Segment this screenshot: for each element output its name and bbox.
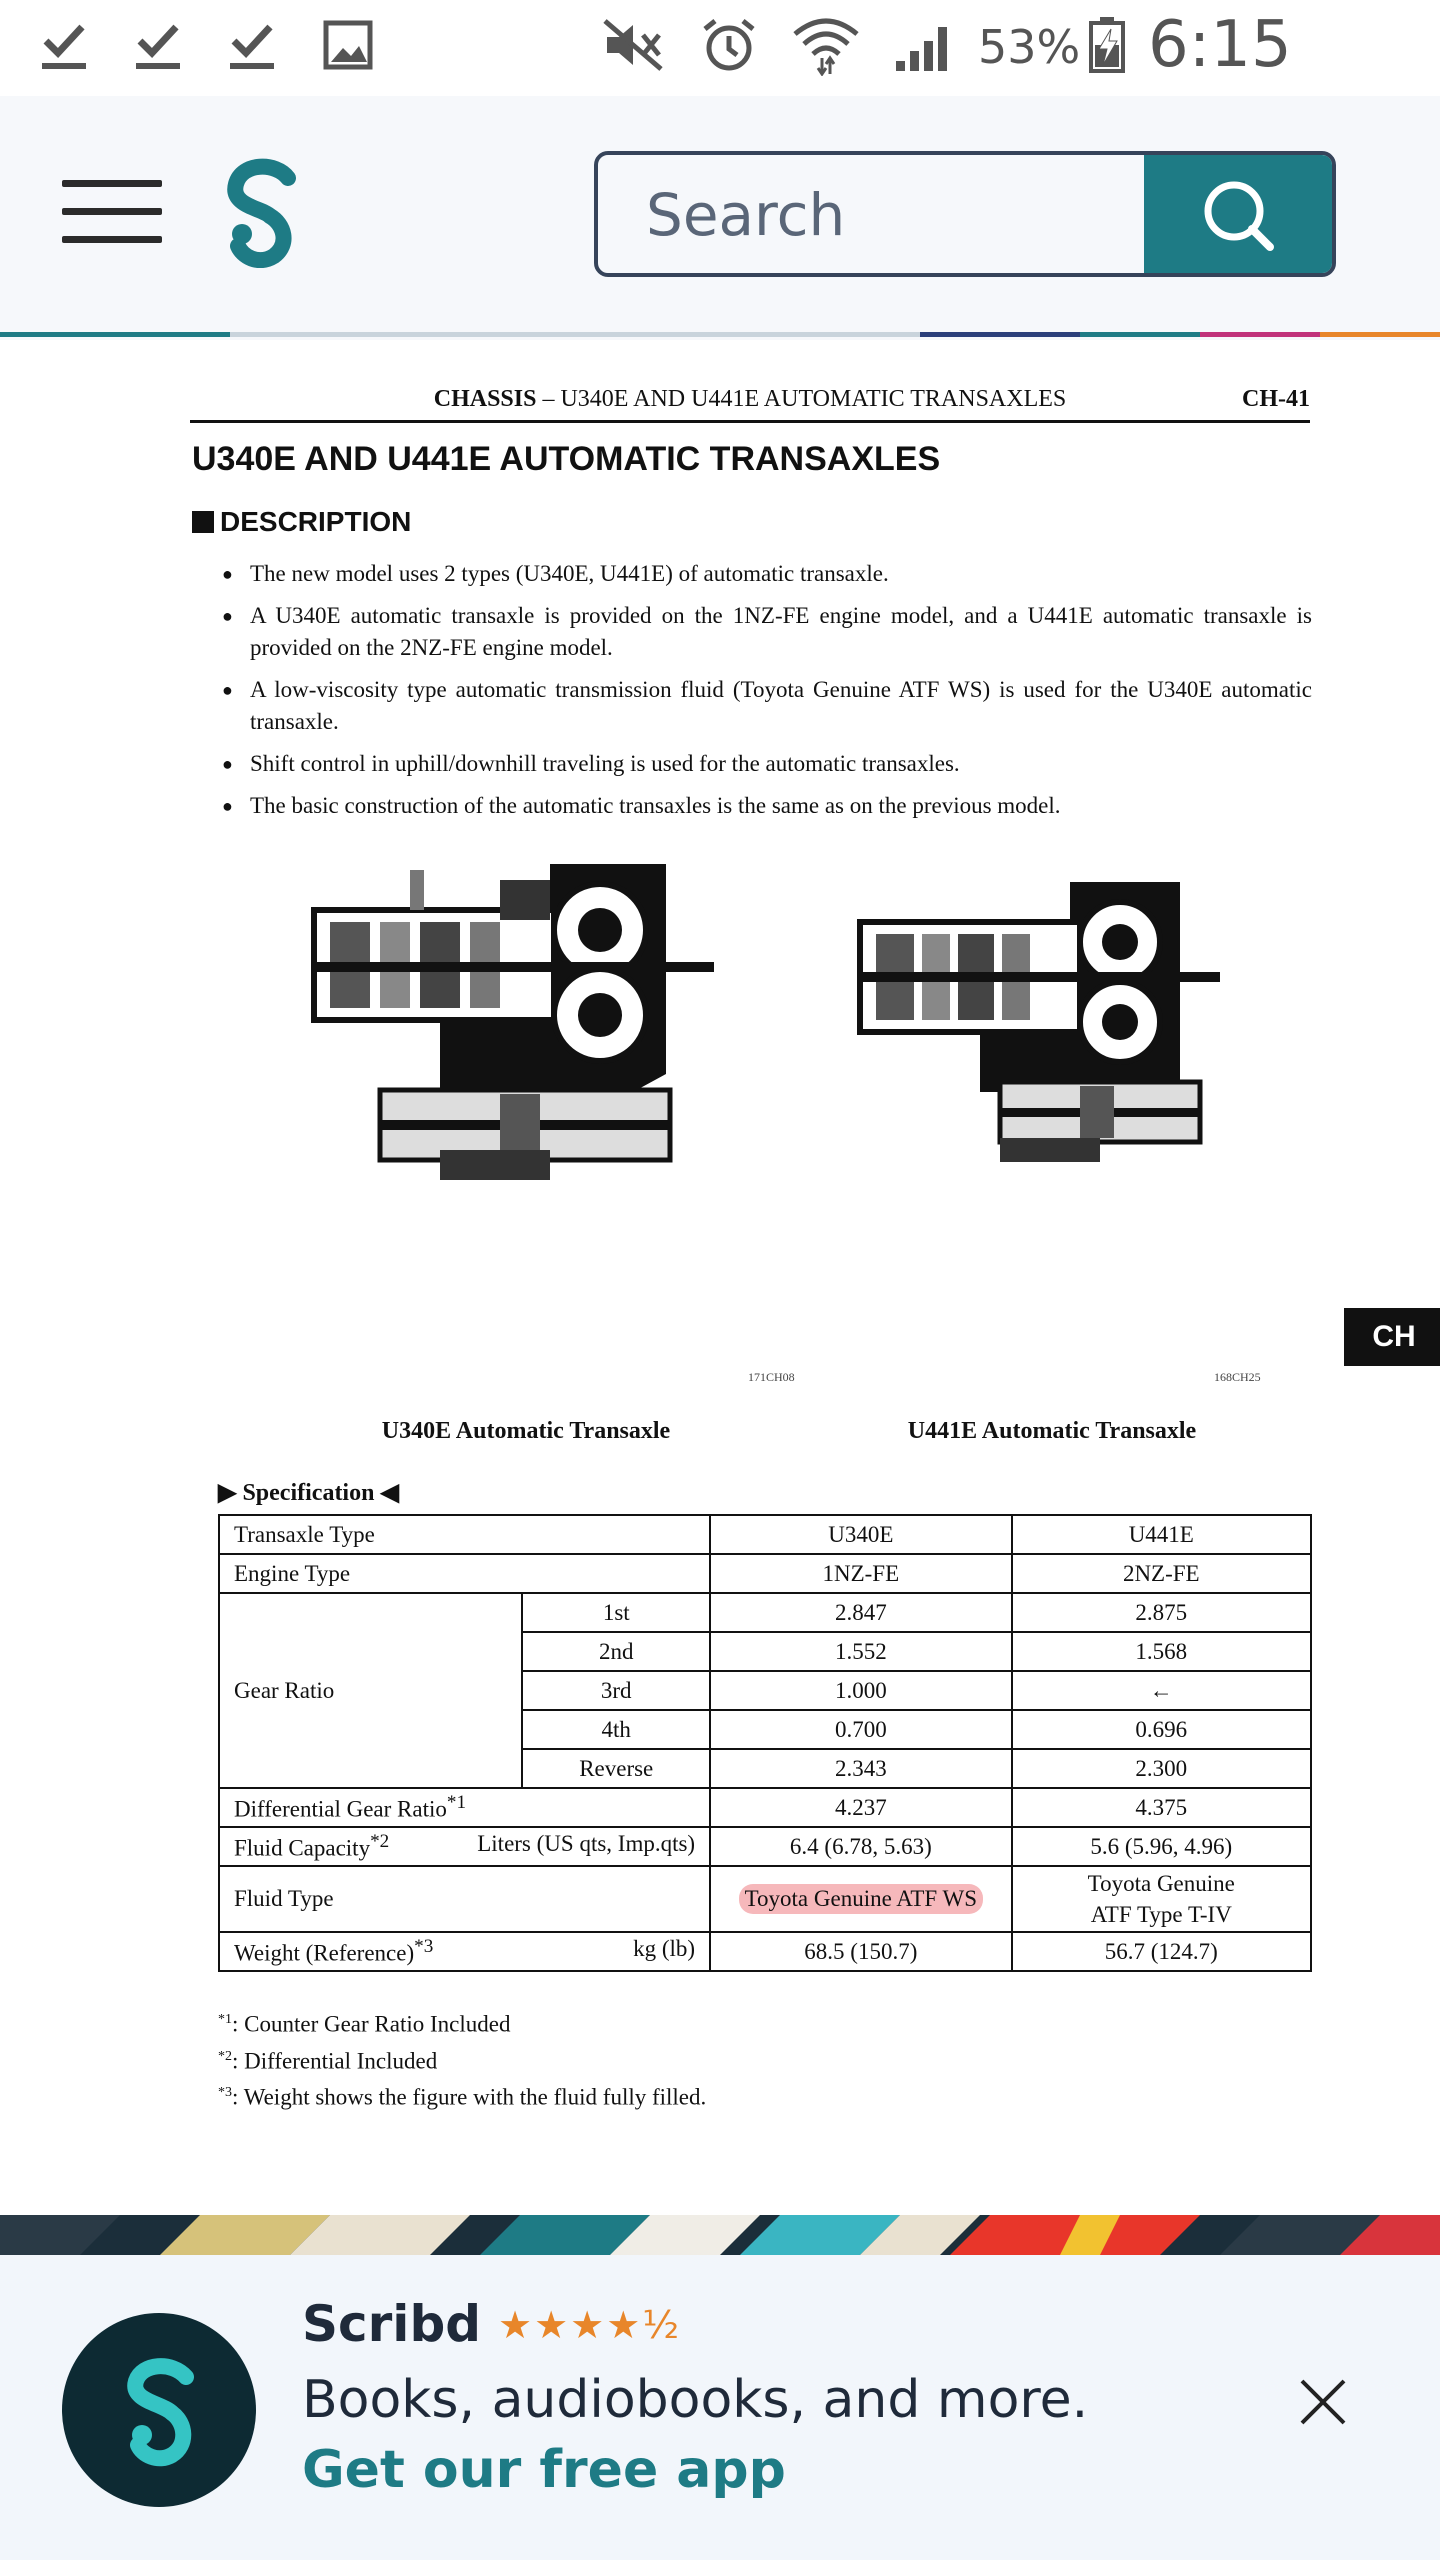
footnote-mark: *3 [414, 1936, 434, 1958]
footnote-mark: *2 [218, 2048, 232, 2064]
table-cell: 1.000 [710, 1671, 1011, 1710]
highlighted-text: Toyota Genuine ATF WS [739, 1884, 983, 1914]
list-item: ● A low-viscosity type automatic transmission fluid (Toyota Genuine ATF WS) is used for the U340E automatic transaxle. [222, 674, 1312, 738]
table-cell: U441E [1012, 1515, 1311, 1554]
hamburger-menu-icon[interactable] [62, 180, 162, 244]
table-row [219, 1515, 1311, 1554]
list-item: ● The basic construction of the automatic transaxles is the same as on the previous model. [222, 790, 1312, 822]
table-cell: 4.375 [1012, 1788, 1311, 1827]
search-input[interactable]: Search [646, 181, 846, 249]
app-tagline: Books, audiobooks, and more. [302, 2370, 1089, 2430]
get-app-link[interactable]: Get our free app [302, 2440, 786, 2500]
footnote [218, 2077, 706, 2114]
table-row [219, 1593, 1311, 1632]
table-cell [219, 1788, 710, 1827]
table-row [219, 1554, 1311, 1593]
row-label: Fluid Capacity [234, 1835, 371, 1861]
table-cell [1012, 1866, 1311, 1932]
search-icon [1144, 155, 1332, 273]
square-bullet-icon [192, 511, 214, 533]
table-cell: U340E [710, 1515, 1011, 1554]
table-cell [219, 1827, 710, 1866]
table-cell [710, 1866, 1011, 1932]
footnote-mark: *3 [218, 2085, 232, 2101]
table-cell: Transaxle Type [219, 1515, 710, 1554]
table-cell: 6.4 (6.78, 5.63) [710, 1827, 1011, 1866]
cell-line: Toyota Genuine [1087, 1871, 1235, 1896]
table-cell: 1.552 [710, 1632, 1011, 1671]
running-head-section: CHASSIS [433, 386, 537, 412]
specification-heading: ▶ Specification ◀ [218, 1480, 399, 1506]
list-item: ● The new model uses 2 types (U340E, U441E) of automatic transaxle. [222, 558, 1312, 590]
unit-label: kg (lb) [633, 1936, 696, 1962]
table-cell: 2nd [522, 1632, 710, 1671]
table-row [219, 1866, 1311, 1932]
download-complete-icon [128, 14, 188, 76]
unit-label: Liters (US qts, Imp.qts) [477, 1831, 696, 1857]
wifi-icon [788, 14, 864, 76]
figure-caption: U340E Automatic Transaxle [381, 1418, 671, 1444]
table-cell: 0.696 [1012, 1710, 1311, 1749]
alarm-icon [694, 14, 764, 76]
table-cell: Fluid Type [219, 1866, 710, 1932]
table-cell: 1NZ-FE [710, 1554, 1011, 1593]
brand-accent-bar [0, 332, 1440, 337]
table-cell [219, 1932, 710, 1971]
table-row [219, 1827, 1311, 1866]
table-cell: 2NZ-FE [1012, 1554, 1311, 1593]
close-icon[interactable] [1296, 2375, 1350, 2429]
table-cell: 56.7 (124.7) [1012, 1932, 1311, 1971]
figure-code: 168CH25 [1214, 1370, 1261, 1384]
table-row [219, 1932, 1311, 1971]
row-label: Differential Gear Ratio [234, 1796, 447, 1822]
footnotes [218, 2004, 706, 2114]
table-cell: 4th [522, 1710, 710, 1749]
status-bar [0, 0, 1440, 96]
download-complete-icon [222, 14, 282, 76]
app-install-banner[interactable] [0, 2255, 1440, 2560]
search-box[interactable] [594, 151, 1336, 277]
table-cell: 2.875 [1012, 1593, 1311, 1632]
signal-icon [888, 14, 962, 76]
table-row [219, 1788, 1311, 1827]
image-icon [318, 14, 378, 76]
page-number: CH-41 [1242, 386, 1310, 412]
table-cell: 0.700 [710, 1710, 1011, 1749]
table-cell: Reverse [522, 1749, 710, 1788]
table-cell: 1.568 [1012, 1632, 1311, 1671]
table-cell: 68.5 (150.7) [710, 1932, 1011, 1971]
running-header [190, 386, 1310, 423]
scribd-logo-icon[interactable] [218, 156, 308, 268]
footnote [218, 2004, 706, 2041]
figure-code: 171CH08 [748, 1370, 795, 1384]
table-cell: Gear Ratio [219, 1593, 522, 1788]
description-list [222, 558, 1312, 832]
list-item: ● A U340E automatic transaxle is provided on the 1NZ-FE engine model, and a U441E automatic transaxle is provided on the 2NZ-FE engine model. [222, 600, 1312, 664]
footnote [218, 2041, 706, 2078]
section-heading-text: DESCRIPTION [220, 506, 412, 537]
row-label: Weight (Reference) [234, 1940, 415, 1966]
document-title: U340E AND U441E AUTOMATIC TRANSAXLES [192, 440, 941, 478]
table-cell: 2.343 [710, 1749, 1011, 1788]
footnote-text: : Counter Gear Ratio Included [232, 2011, 511, 2037]
clock: 6:15 [1148, 8, 1292, 82]
table-cell: 2.300 [1012, 1749, 1311, 1788]
table-cell: 5.6 (5.96, 4.96) [1012, 1827, 1311, 1866]
section-heading [192, 506, 411, 538]
chapter-tab: CH [1344, 1308, 1440, 1366]
cell-line: ATF Type T-IV [1090, 1902, 1232, 1927]
battery-percent: 53% [978, 20, 1081, 74]
document-page [0, 340, 1440, 2215]
app-bar [0, 96, 1440, 336]
table-cell: 1st [522, 1593, 710, 1632]
app-name: Scribd [302, 2295, 482, 2353]
figure-caption: U441E Automatic Transaxle [907, 1418, 1197, 1444]
list-item: ● Shift control in uphill/downhill traveling is used for the automatic transaxles. [222, 748, 1312, 780]
search-button[interactable] [1144, 155, 1332, 273]
download-complete-icon [34, 14, 94, 76]
table-cell: 3rd [522, 1671, 710, 1710]
table-cell: 4.237 [710, 1788, 1011, 1827]
scribd-app-logo-icon [62, 2313, 256, 2507]
table-cell: 2.847 [710, 1593, 1011, 1632]
rating-stars-icon: ★★★★½ [498, 2303, 682, 2347]
footnote-mark: *2 [370, 1831, 390, 1853]
footnote-mark: *1 [446, 1792, 467, 1814]
battery-icon [1084, 14, 1130, 76]
footnote-mark: *1 [218, 2012, 232, 2027]
running-head-title: – U340E AND U441E AUTOMATIC TRANSAXLES [536, 386, 1067, 412]
table-cell: ← [1012, 1671, 1311, 1710]
specification-table [218, 1514, 1312, 1972]
footnote-text: : Differential Included [232, 2048, 438, 2074]
table-cell: Engine Type [219, 1554, 710, 1593]
mute-icon [598, 14, 668, 76]
footnote-text: : Weight shows the figure with the fluid fully filled. [232, 2084, 707, 2110]
book-covers-strip [0, 2215, 1440, 2255]
